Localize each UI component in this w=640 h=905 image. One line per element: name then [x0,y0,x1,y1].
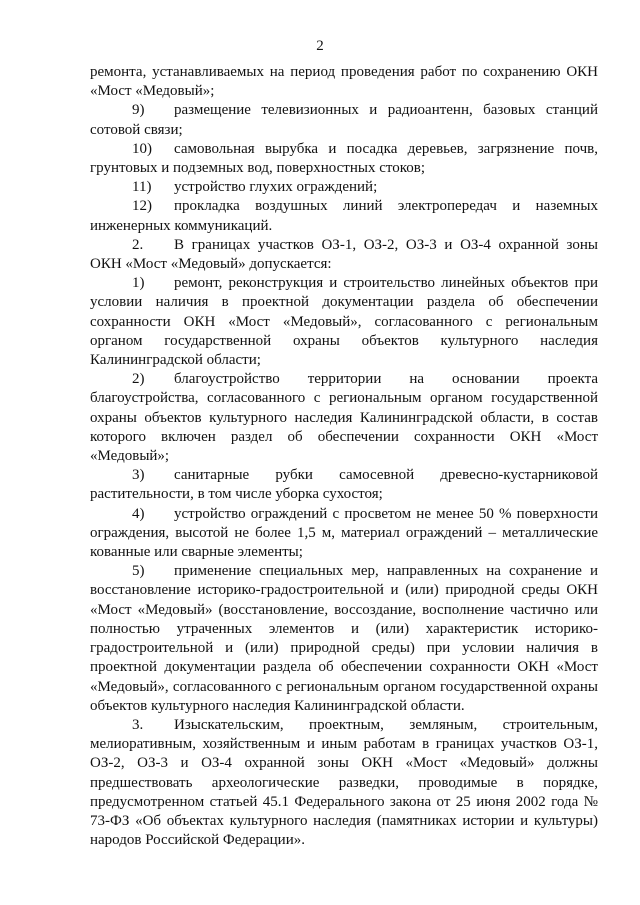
paragraph-text: Изыскательским, проектным, земляным, строительным, мелиоративным, хозяйственным и иным работам в границах участков ОЗ-1, ОЗ-2, ОЗ-3 и ОЗ-4 охранной зоны ОКН «Мост «Медовый» должны предшествовать археологические разведки, проводимые в порядке, предусмотренном статьей 45.1 Федерального закона от 25 июня 2002 года № 73-ФЗ «Об объектах культурного наследия (памятниках истории и культуры) народов Российской Федерации». [90,716,598,849]
paragraph-text: применение специальных мер, направленных на сохранение и восстановление историко-градостроительной и (или) природной среды ОКН «Мост «Медовый» (восстановление, воссоздание, восполнение частично или полностью утраченных элементов и (или) характеристик историко-градостроительной и (или) природной среды) при условии наличия в проектной документации раздела об обеспечении сохранности ОКН «Мост «Медовый», согласованного с региональным органом государственной охраны объектов культурного наследия Калининградской области. [90,563,598,714]
paragraph-text: устройство ограждений с просветом не менее 50 % поверхности ограждения, высотой не более 1,5 м, материал ограждений – металлические кованные или сварные элементы; [90,505,598,561]
paragraph-text: В границах участков ОЗ-1, ОЗ-2, ОЗ-3 и ОЗ-4 охранной зоны ОКН «Мост «Медовый» допускается: [90,236,598,273]
paragraph-text: санитарные рубки самосевной древесно-кустарниковой растительности, в том числе уборка сухостоя; [90,467,598,503]
paragraph-number: 4) [132,505,145,522]
paragraph-a2 [90,370,598,466]
paragraph-text: размещение телевизионных и радиоантенн, базовых станций сотовой связи; [90,102,598,138]
paragraph-number: 3) [132,467,145,484]
paragraph-p0 [90,63,598,101]
paragraph-number: 2. [132,236,144,253]
paragraph-text: прокладка воздушных линий электропередач и наземных инженерных коммуникаций. [90,198,598,234]
paragraph-text: ремонта, устанавливаемых на период проведения работ по сохранению ОКН «Мост «Медовый»; [90,64,598,100]
page-number: 2 [316,38,324,54]
paragraph-p11 [90,178,598,197]
paragraph-a3 [90,466,598,504]
paragraph-number: 10) [132,140,152,157]
paragraph-p12 [90,197,598,235]
paragraph-a1 [90,274,598,370]
paragraph-p9 [90,101,598,139]
paragraph-number: 5) [132,563,145,580]
paragraph-number: 11) [132,179,152,196]
paragraph-number: 12) [132,198,152,215]
document-body [90,63,598,850]
paragraph-number: 9) [132,102,145,119]
paragraph-text: благоустройство территории на основании проекта благоустройства, согласованного с региональным органом государственной охраны объектов культурного наследия Калининградской области, в состав которого включен раздел об обеспечении сохранности ОКН «Мост «Медовый»; [90,371,598,465]
paragraph-a4 [90,505,598,563]
paragraph-number: 1) [132,275,145,292]
paragraph-text: ремонт, реконструкция и строительство линейных объектов при условии наличия в проектной документации раздела об обеспечении сохранности ОКН «Мост «Медовый», согласованного с региональным органом государственной охраны объектов культурного наследия Калининградской области; [90,275,598,369]
paragraph-number: 3. [132,716,144,733]
paragraph-s2 [90,236,598,274]
paragraph-a5 [90,562,598,716]
paragraph-text: самовольная вырубка и посадка деревьев, загрязнение почв, грунтовых и подземных вод, поверхностных стоков; [90,140,598,177]
paragraph-p10 [90,140,598,178]
paragraph-s3 [90,716,598,850]
paragraph-number: 2) [132,371,145,388]
paragraph-text: устройство глухих ограждений; [174,179,378,196]
